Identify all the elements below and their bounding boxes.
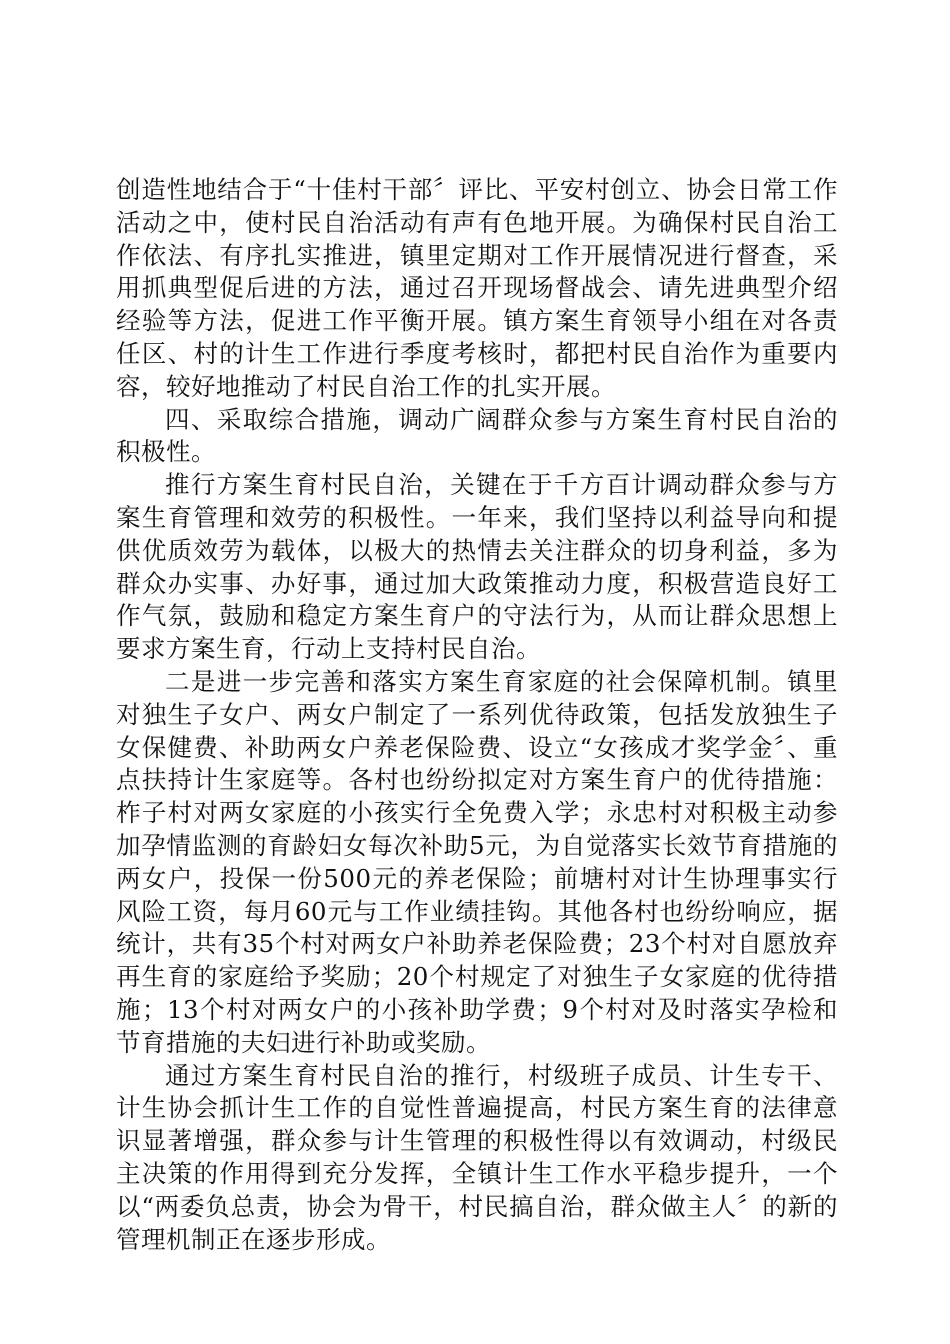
- document-body: [116, 174, 838, 1256]
- paragraph-conclusion: 通过方案生育村民自治的推行，村级班子成员、计生专干、计生协会抓计生工作的自觉性普遍提高，村民方案生育的法律意识显著增强，群众参与计生管理的积极性得以有效调动，村级民主决策的作用得到充分发挥，全镇计生工作水平稳步提升，一个以“两委负总责，协会为骨干，村民搞自治，群众做主人〞的新的管理机制正在逐步形成。: [116, 1060, 838, 1254]
- section-heading-four: 四、采取综合措施，调动广阔群众参与方案生育村民自治的积极性。: [116, 404, 838, 467]
- paragraph-social-security: 二是进一步完善和落实方案生育家庭的社会保障机制。镇里对独生子女户、两女户制定了一系列优待政策，包括发放独生子女保健费、补助两女户养老保险费、设立“女孩成才奖学金〞、重点扶持计生家庭等。各村也纷纷拟定对方案生育户的优待措施：柞子村对两女家庭的小孩实行全免费入学；永忠村对积极主动参加孕情监测的育龄妇女每次补助5元，为自觉落实长效节育措施的两女户，投保一份500元的养老保险；前塘村对计生协理事实行风险工资，每月60元与工作业绩挂钩。其他各村也纷纷响应，据统计，共有35个村对两女户补助养老保险费；23个村对自愿放弃再生育的家庭给予奖励；20个村规定了对独生子女家庭的优待措施；13个村对两女户的小孩补助学费；9个村对及时落实孕检和节育措施的夫妇进行补助或奖励。: [116, 666, 838, 1057]
- paragraph-continuation: 创造性地结合于“十佳村干部〞评比、平安村创立、协会日常工作活动之中，使村民自治活动有声有色地开展。为确保村民自治工作依法、有序扎实推进，镇里定期对工作开展情况进行督查，采用抓典型促后进的方法，通过召开现场督战会、请先进典型介绍经验等方法，促进工作平衡开展。镇方案生育领导小组在对各责任区、村的计生工作进行季度考核时，都把村民自治作为重要内容，较好地推动了村民自治工作的扎实开展。: [116, 175, 838, 401]
- paragraph-incentives: 推行方案生育村民自治，关键在于千方百计调动群众参与方案生育管理和效劳的积极性。一年来，我们坚持以利益导向和提供优质效劳为载体，以极大的热情去关注群众的切身利益，多为群众办实事、办好事，通过加大政策推动力度，积极营造良好工作气氛，鼓励和稳定方案生育户的守法行为，从而让群众思想上要求方案生育，行动上支持村民自治。: [116, 470, 838, 664]
